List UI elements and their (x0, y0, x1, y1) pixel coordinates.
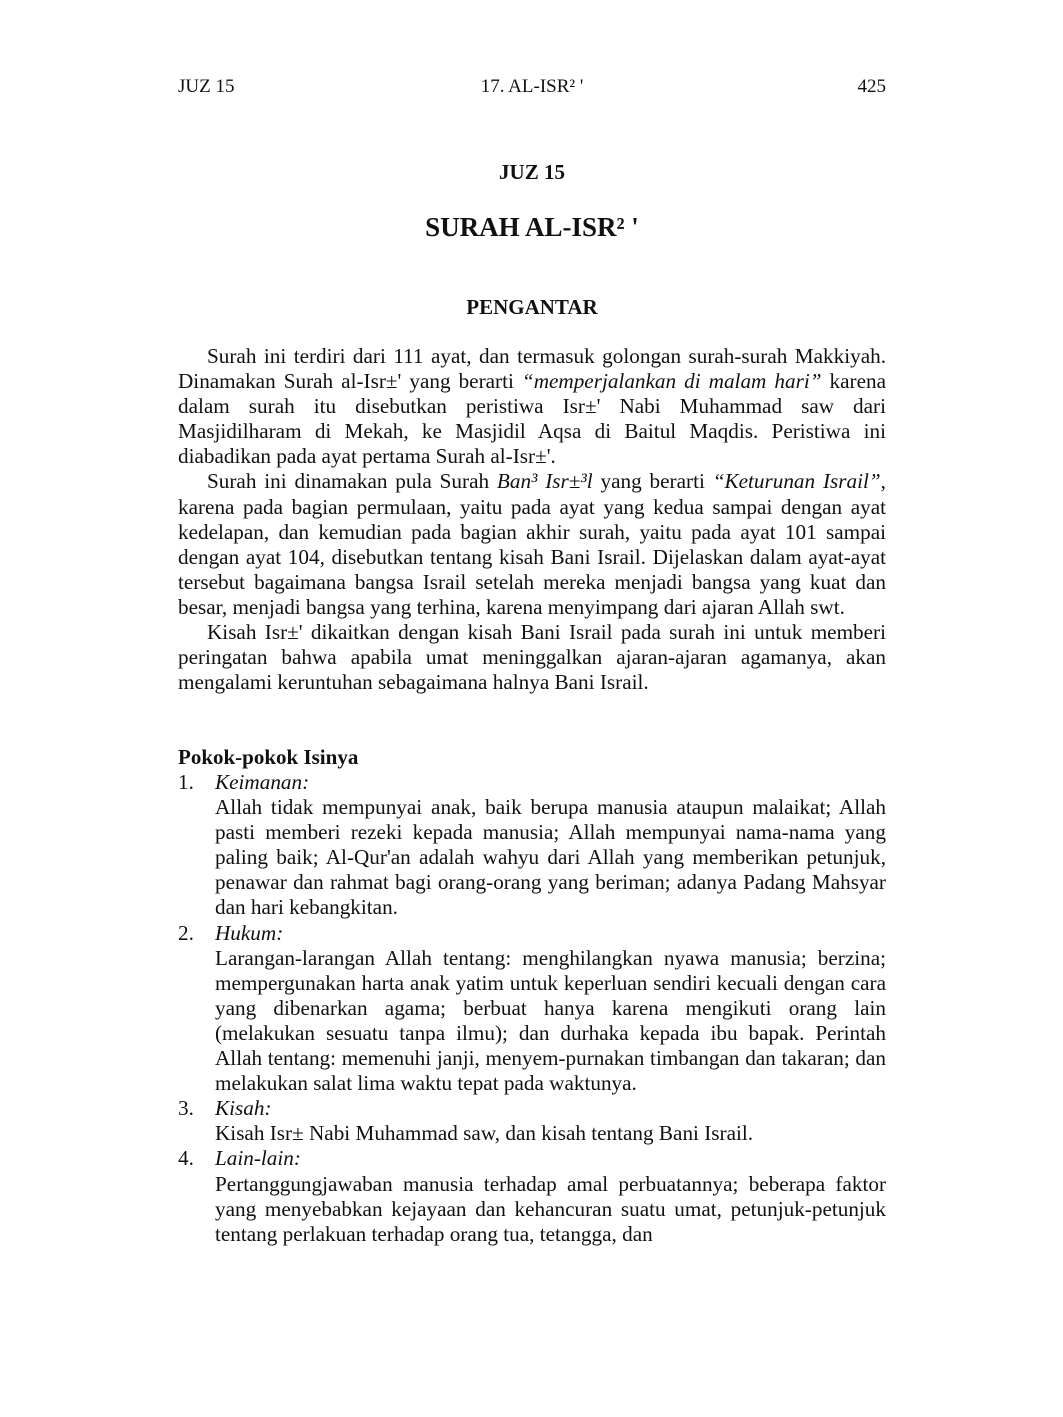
item-number: 2. (178, 920, 194, 945)
item-label: Lain-lain: (215, 1146, 301, 1171)
item-number: 4. (178, 1146, 194, 1171)
surah-title: SURAH AL-ISR² ' (425, 212, 639, 242)
intro-body (178, 344, 886, 695)
list-item (178, 921, 886, 1097)
item-label: Kisah: (215, 1096, 272, 1121)
paragraph-italic: Ban³ Isr±³l (496, 469, 593, 494)
paragraph-text: Surah ini dinamakan pula Surah (207, 469, 497, 494)
juz-title: JUZ 15 (499, 160, 565, 184)
item-text: Larangan-larangan Allah tentang: menghilangkan nyawa manusia; berzina; mempergunakan harta anak yatim untuk keperluan sendiri kecuali dengan cara yang dibenarkan agama; berbuat hanya karena mengikuti orang lain (melakukan sesuatu tanpa ilmu); dan durhaka kepada ibu bapak. Perintah Allah tentang: memenuhi janji, menyem-purnakan timbangan dan takaran; dan melakukan salat lima waktu tepat pada waktunya. (215, 945, 886, 1096)
list-item (178, 1096, 886, 1146)
paragraph-text: , karena pada bagian permulaan, yaitu pada ayat yang kedua sampai dengan ayat kedelapan, dan kemudian pada bagian akhir surah, yaitu pada ayat 101 sampai dengan ayat 104, disebutkan tentang kisah Bani Israil. Dijelaskan dalam ayat-ayat tersebut bagaimana bangsa Israil setelah mereka menjadi bangsa yang kuat dan besar, menjadi bangsa yang terhina, karena menyimpang dari ajaran Allah swt. (178, 469, 886, 619)
running-header (178, 76, 886, 100)
item-number: 3. (178, 1096, 194, 1121)
paragraph-text: yang berarti (592, 469, 713, 494)
list-item (178, 770, 886, 921)
item-number: 1. (178, 770, 194, 794)
header-chapter: 17. AL-ISR² ' (480, 76, 584, 97)
contents-heading: Pokok-pokok Isinya (178, 745, 359, 769)
item-text: Pertanggungjawaban manusia terhadap amal perbuatannya; beberapa faktor yang menyebabkan kejayaan dan kehancuran suatu umat, petunjuk-petunjuk tentang perlakuan terhadap orang tua, tetangga, dan (215, 1171, 886, 1246)
item-label: Keimanan: (215, 770, 310, 794)
paragraph-text: Surah ini terdiri dari 111 ayat, dan termasuk golongan surah-surah Makkiyah. Dinamakan Surah al-Isr±' yang berarti (178, 344, 886, 394)
item-text: Allah tidak mempunyai anak, baik berupa manusia ataupun malaikat; Allah pasti memberi rezeki kepada manusia; Allah mempunyai nama-nama yang paling baik; Al-Qur'an adalah wahyu dari Allah yang memberikan petunjuk, penawar dan rahmat bagi orang-orang yang beriman; adanya Padang Mahsyar dan hari kebangkitan. (215, 795, 886, 920)
header-juz: JUZ 15 (178, 76, 235, 97)
paragraph-3: Kisah Isr±' dikaitkan dengan kisah Bani Israil pada surah ini untuk memberi peringatan bahwa apabila umat meninggalkan ajaran-ajaran agamanya, akan mengalami keruntuhan sebagaimana halnya Bani Israil. (178, 620, 886, 695)
page-number: 425 (857, 76, 886, 97)
paragraph-italic: “Keturunan Israil” (712, 469, 881, 494)
paragraph-2 (178, 469, 886, 620)
paragraph-1 (178, 344, 886, 469)
list-item (178, 1146, 886, 1246)
section-title: PENGANTAR (466, 295, 598, 319)
item-text: Kisah Isr± Nabi Muhammad saw, dan kisah tentang Bani Israil. (215, 1121, 754, 1146)
paragraph-italic: “memperjalankan di malam hari” (521, 369, 822, 394)
item-label: Hukum: (215, 920, 284, 945)
paragraph-text: karena dalam surah itu disebutkan peristiwa Isr±' Nabi Muhammad saw dari Masjidilharam di Mekah, ke Masjidil Aqsa di Baitul Maqdis. Peristiwa ini diabadikan pada ayat pertama Surah al-Isr±'. (178, 369, 886, 469)
contents-list (178, 770, 886, 1247)
